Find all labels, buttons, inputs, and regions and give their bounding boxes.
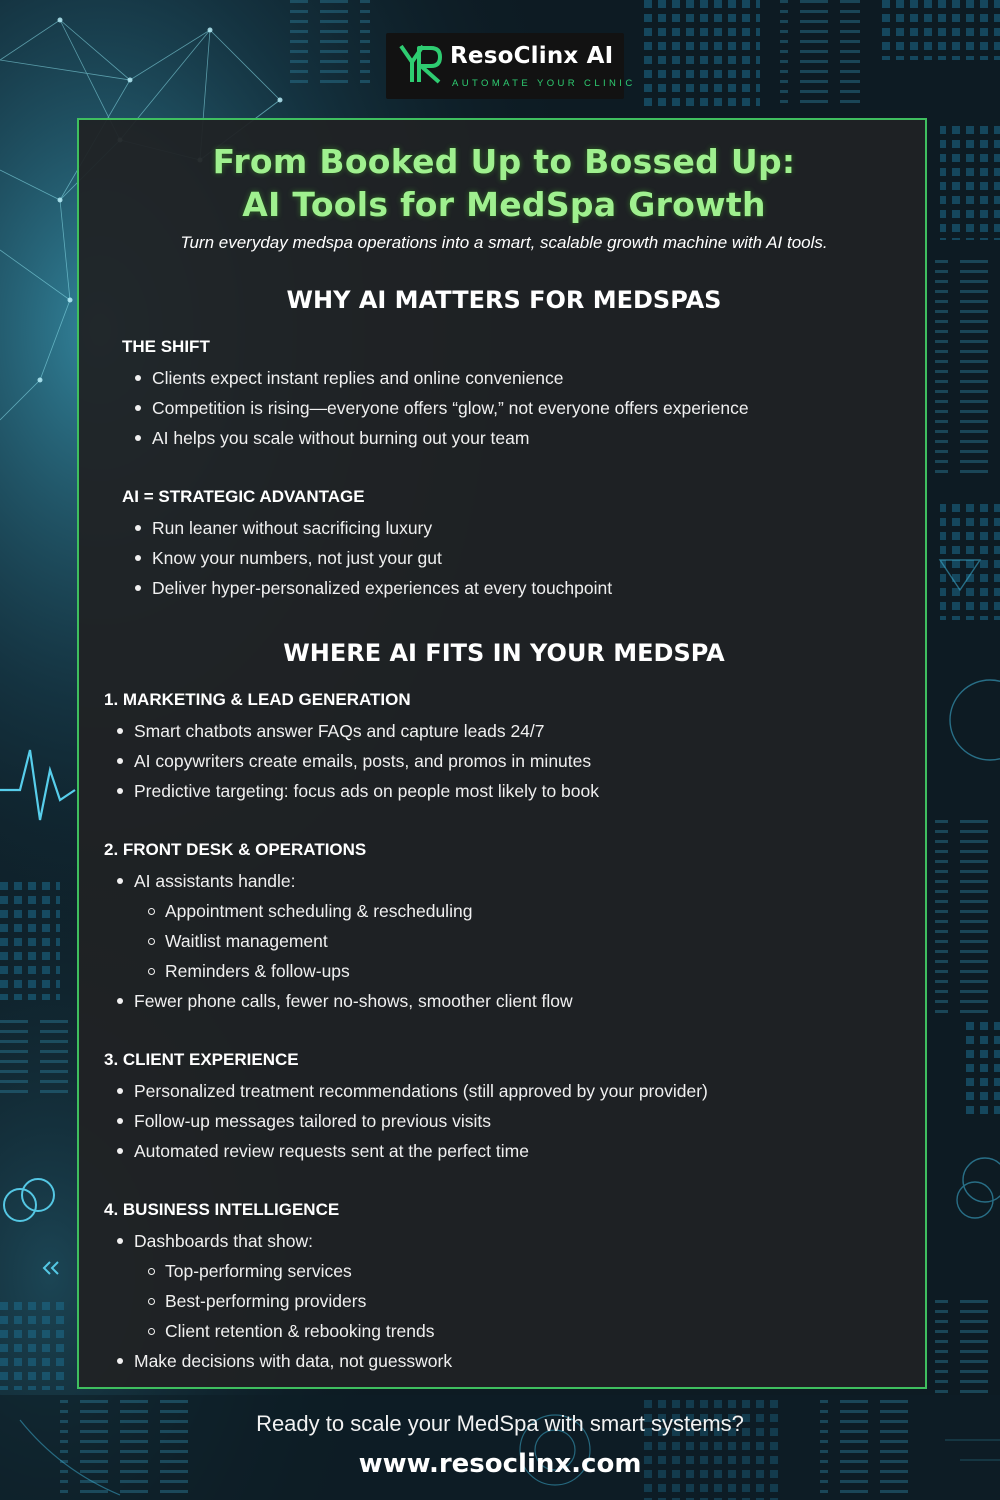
brand-tagline: AUTOMATE YOUR CLINIC <box>452 78 636 89</box>
list-item: Know your numbers, not just your gut <box>152 547 612 577</box>
bullet-list-client-experience <box>134 1080 708 1170</box>
list-item: AI assistants handle: <box>134 870 573 900</box>
brand-name: ResoClinx AI <box>450 43 614 69</box>
group-heading-strategic-advantage: AI = STRATEGIC ADVANTAGE <box>122 487 365 506</box>
section-heading-where-ai-fits: WHERE AI FITS IN YOUR MEDSPA <box>283 639 725 667</box>
bullet-list-marketing <box>134 720 599 810</box>
list-item: Run leaner without sacrificing luxury <box>152 517 612 547</box>
footer-cta: Ready to scale your MedSpa with smart systems? <box>256 1411 744 1436</box>
sub-list-item: Appointment scheduling & rescheduling <box>134 900 573 930</box>
content-panel <box>77 118 927 1389</box>
list-item: Make decisions with data, not guesswork <box>134 1350 452 1380</box>
group-heading-business-intelligence: 4. BUSINESS INTELLIGENCE <box>104 1200 340 1219</box>
list-item: Fewer phone calls, fewer no-shows, smoother client flow <box>134 990 573 1020</box>
list-item: Dashboards that show: <box>134 1230 452 1260</box>
bullet-list-strategic-advantage <box>152 517 612 607</box>
list-item: Deliver hyper-personalized experiences at every touchpoint <box>152 577 612 607</box>
list-item: Personalized treatment recommendations (still approved by your provider) <box>134 1080 708 1110</box>
sub-list-item: Best-performing providers <box>134 1290 452 1320</box>
website-link[interactable]: www.resoclinx.com <box>358 1449 642 1479</box>
list-item: Clients expect instant replies and online convenience <box>152 367 749 397</box>
bullet-list-business-intelligence <box>134 1230 452 1380</box>
sub-list-item: Waitlist management <box>134 930 573 960</box>
list-item: Predictive targeting: focus ads on people most likely to book <box>134 780 599 810</box>
page-subtitle: Turn everyday medspa operations into a smart, scalable growth machine with AI tools. <box>180 233 828 252</box>
bullet-list-the-shift <box>152 367 749 457</box>
list-item: Competition is rising—everyone offers “glow,” not everyone offers experience <box>152 397 749 427</box>
brand-logo[interactable] <box>386 33 636 99</box>
yr-monogram-icon <box>398 42 442 86</box>
list-item: Automated review requests sent at the perfect time <box>134 1140 708 1170</box>
sub-list-item: Top-performing services <box>134 1260 452 1290</box>
group-heading-front-desk: 2. FRONT DESK & OPERATIONS <box>104 840 367 859</box>
group-heading-client-experience: 3. CLIENT EXPERIENCE <box>104 1050 299 1069</box>
page-title-line-1: From Booked Up to Bossed Up: <box>212 142 796 181</box>
section-heading-why-ai: WHY AI MATTERS FOR MEDSPAS <box>286 286 722 314</box>
group-heading-marketing: 1. MARKETING & LEAD GENERATION <box>104 690 411 709</box>
bullet-list-front-desk <box>134 870 573 1020</box>
sub-list-item: Client retention & rebooking trends <box>134 1320 452 1350</box>
list-item: Follow-up messages tailored to previous visits <box>134 1110 708 1140</box>
list-item: AI helps you scale without burning out your team <box>152 427 749 457</box>
list-item: AI copywriters create emails, posts, and promos in minutes <box>134 750 599 780</box>
page-title-line-2: AI Tools for MedSpa Growth <box>242 185 766 224</box>
group-heading-the-shift: THE SHIFT <box>122 337 210 356</box>
list-item: Smart chatbots answer FAQs and capture leads 24/7 <box>134 720 599 750</box>
sub-list-item: Reminders & follow-ups <box>134 960 573 990</box>
